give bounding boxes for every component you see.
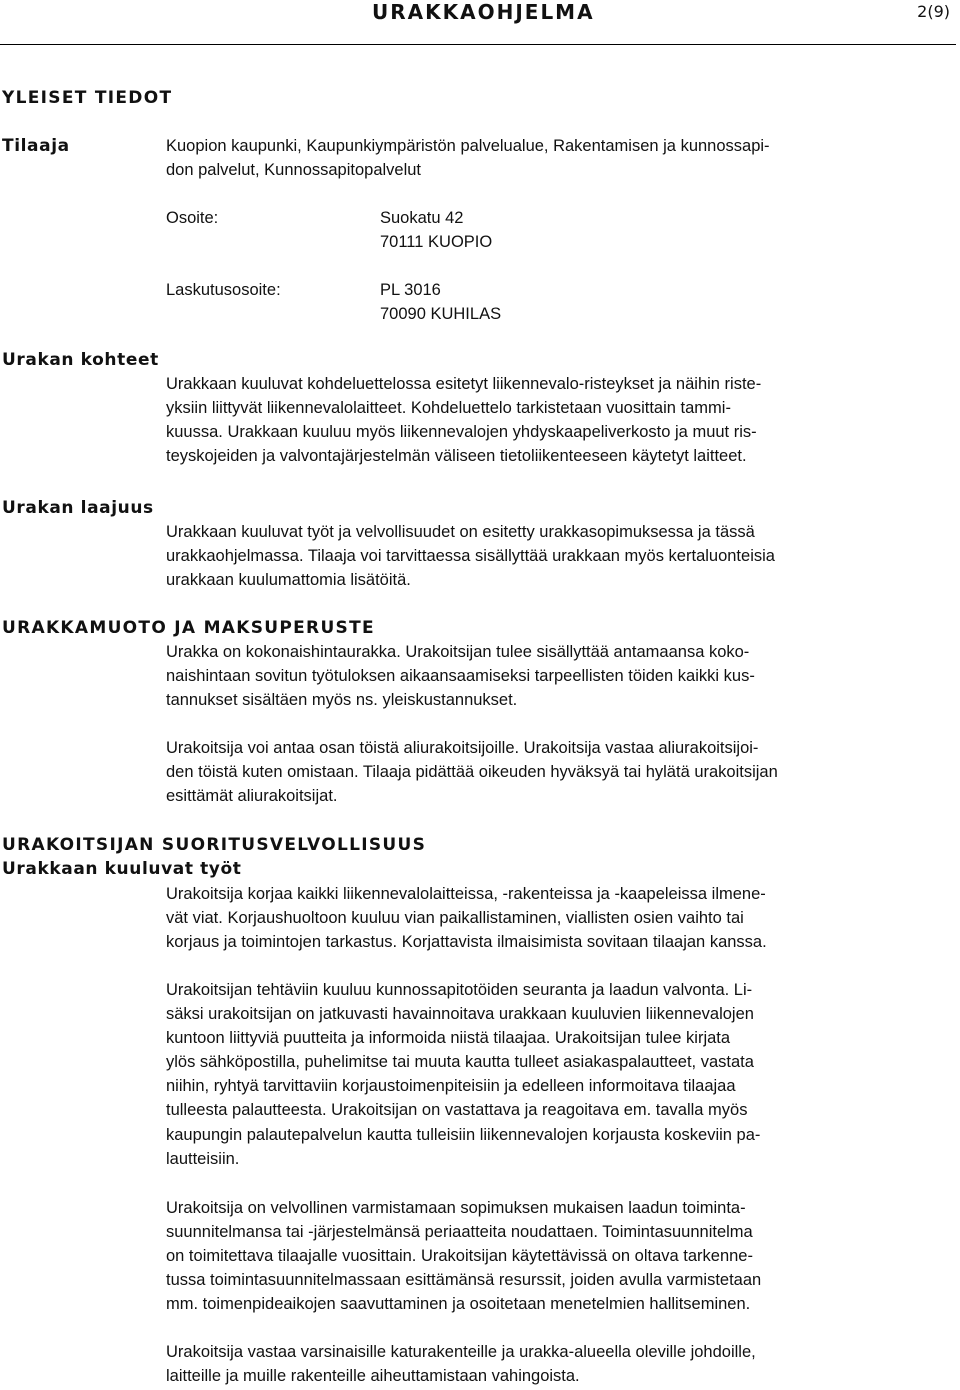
section-heading-suoritusvelvollisuus: URAKOITSIJAN SUORITUSVELVOLLISUUS (2, 835, 427, 855)
text-line: säksi urakoitsijan on jatkuvasti havainnoitava urakkaan kuuluvien liikennevalojen (166, 1005, 754, 1024)
text-line: urakkaan kuulumattomia lisätöitä. (166, 571, 411, 590)
text-line: kuussa. Urakkaan kuuluu myös liikennevalojen yhdyskaapeliverkosto ja muut ris- (166, 423, 757, 442)
text-line: Urakoitsijan tehtäviin kuuluu kunnossapitotöiden seuranta ja laadun valvonta. Li- (166, 981, 753, 999)
text-line: on toimitettava tilaajalle vuosittain. Urakoitsijan käytettävissä on oltava tarkenne- (166, 1247, 753, 1266)
subheading-urakan-kohteet: Urakan kohteet (2, 350, 159, 370)
value-osoite-city: 70111 KUOPIO (380, 233, 493, 251)
text-line: den töistä kuten omistaan. Tilaaja pidättää oikeuden hyväksyä tai hylätä urakoitsijan (166, 763, 778, 782)
paragraph-suoritus-3 (166, 1196, 958, 1316)
text-line: teyskojeiden ja valvontajärjestelmän väliseen tietoliikenteeseen käytetyt laitteet. (166, 447, 747, 466)
text-line: Urakkaan kuuluvat työt ja velvollisuudet on esitetty urakkasopimuksessa ja tässä (166, 523, 755, 541)
text-line: Urakoitsija on velvollinen varmistamaan sopimuksen mukaisen laadun toiminta- (166, 1199, 746, 1217)
text-line: esittämät aliurakoitsijat. (166, 787, 338, 806)
text-line: yksiin liittyvät liikennevalolaitteet. Kohdeluettelo tarkistetaan vuosittain tammi- (166, 399, 731, 418)
paragraph-suoritus-1 (166, 882, 958, 954)
text-line: ylös sähköpostilla, puhelimitse tai muuta kautta tulleet asiakaspalautteet, vastata (166, 1053, 754, 1072)
paragraph-kohteet (166, 372, 958, 468)
page-number: 2(9) (917, 2, 950, 21)
text-line: lautteisiin. (166, 1149, 240, 1168)
text-line: Kuopion kaupunki, Kaupunkiympäristön palvelualue, Rakentamisen ja kunnossapi- (166, 137, 770, 155)
text-line: Urakoitsija vastaa varsinaisille katurakenteille ja urakka-alueella oleville johdoille, (166, 1343, 756, 1361)
section-heading-urakkamuoto: URAKKAMUOTO JA MAKSUPERUSTE (2, 618, 375, 638)
text-line: naishintaan sovitun työtuloksen aikaansaamiseksi tarpeellisten töiden kaikki kus- (166, 667, 755, 686)
text-line: laitteille ja muille rakenteille aiheuttamistaan vahingoista. (166, 1367, 580, 1386)
text-line: vät viat. Korjaushuoltoon kuuluu vian paikallistaminen, viallisten osien vaihto tai (166, 909, 744, 928)
subheading-urakkaan-kuuluvat-tyot: Urakkaan kuuluvat työt (2, 859, 242, 879)
text-line: urakkaohjelmassa. Tilaaja voi tarvittaessa sisällyttää urakkaan myös kertaluonteisia (166, 547, 775, 566)
text-line: tussa toimintasuunnitelmassaan esittämänsä resurssit, joiden avulla varmistetaan (166, 1271, 762, 1290)
text-line: Urakoitsija korjaa kaikki liikennevalolaitteissa, -rakenteissa ja -kaapeleissa ilmene- (166, 885, 766, 903)
label-osoite: Osoite: (166, 209, 219, 227)
text-line: Urakka on kokonaishintaurakka. Urakoitsijan tulee sisällyttää antamaansa koko- (166, 643, 750, 661)
subheading-urakan-laajuus: Urakan laajuus (2, 498, 154, 518)
value-osoite-street: Suokatu 42 (380, 209, 464, 227)
text-line: suunnitelmansa tai -järjestelmänsä periaatteita noudattaen. Toimintasuunnitelma (166, 1223, 753, 1242)
text-line: kaupungin palautepalvelun kautta tulleisiin liikennevalojen korjausta koskeviin pa- (166, 1125, 761, 1144)
label-laskutusosoite: Laskutusosoite: (166, 281, 281, 299)
text-line: niihin, ryhtyä tarvittaviin korjaustoimenpiteisiin ja edelleen informoitava tilaajaa (166, 1077, 736, 1096)
paragraph-urakkamuoto-1 (166, 640, 958, 712)
paragraph-tilaaja (166, 134, 958, 182)
value-laskutus-city: 70090 KUHILAS (380, 305, 502, 323)
paragraph-suoritus-4 (166, 1340, 958, 1388)
label-tilaaja: Tilaaja (2, 136, 70, 156)
section-heading-yleiset: YLEISET TIEDOT (2, 88, 173, 108)
text-line: kuntoon liittyviä puutteita ja informoida niistä tilaajaa. Urakoitsijan tulee kirjata (166, 1029, 731, 1048)
text-line: Urakoitsija voi antaa osan töistä aliurakoitsijoille. Urakoitsija vastaa aliurakoitsijoi- (166, 739, 759, 757)
text-line: don palvelut, Kunnossapitopalvelut (166, 161, 422, 180)
paragraph-suoritus-2 (166, 978, 958, 1171)
text-line: tulleesta palautteesta. Urakoitsijan on vastattava ja reagoitava em. tavalla myös (166, 1101, 748, 1120)
paragraph-laajuus (166, 520, 958, 592)
text-line: Urakkaan kuuluvat kohdeluettelossa esitetyt liikennevalo-risteykset ja näihin riste- (166, 375, 762, 393)
document-title: URAKKAOHJELMA (372, 0, 595, 24)
value-laskutus-box: PL 3016 (380, 281, 441, 299)
text-line: tannukset sisältäen myös ns. yleiskustannukset. (166, 691, 518, 710)
text-line: korjaus ja toimintojen tarkastus. Korjattavista ilmaisimista sovitaan tilaajan kanssa. (166, 933, 767, 952)
text-line: mm. toimenpideaikojen saavuttaminen ja osoitetaan menetelmien hallitseminen. (166, 1295, 751, 1314)
paragraph-urakkamuoto-2 (166, 736, 958, 808)
header-divider (0, 44, 956, 45)
